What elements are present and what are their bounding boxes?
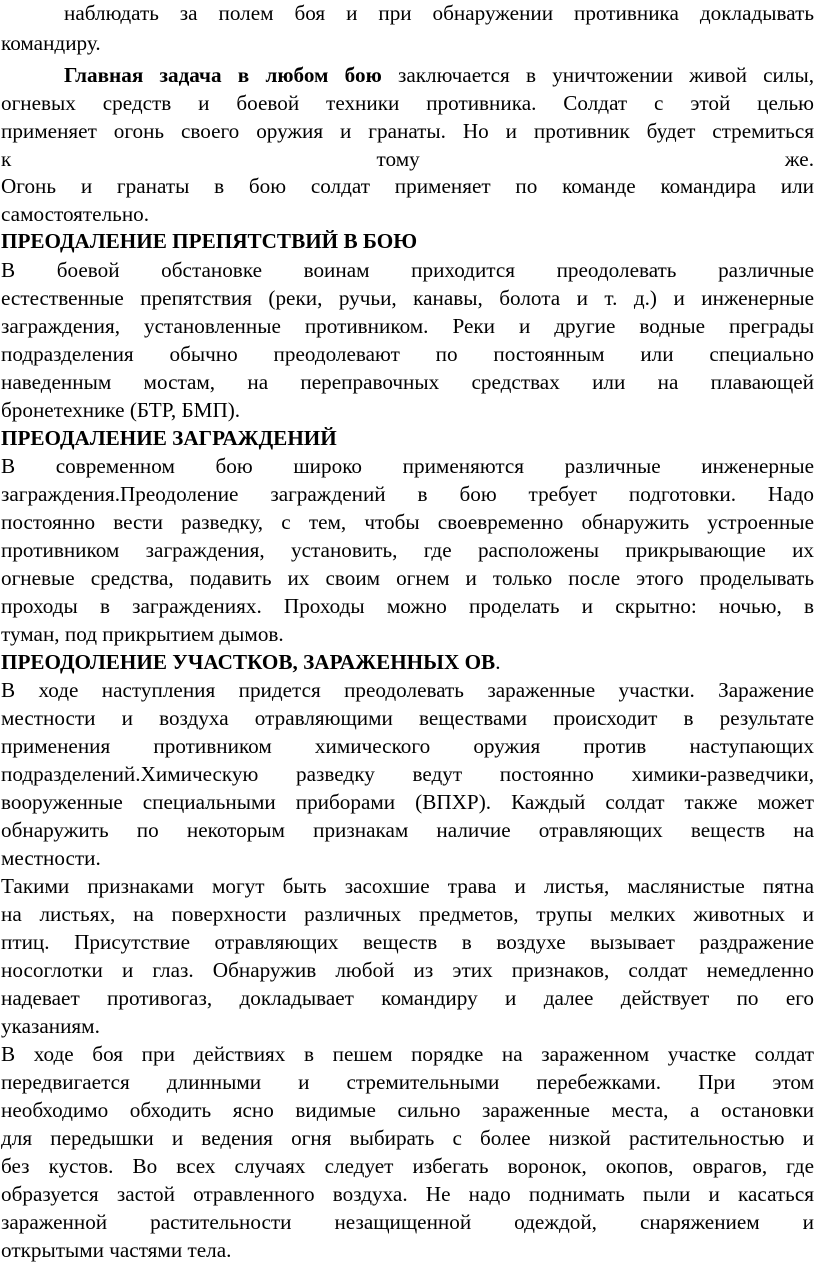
text-line: В боевой обстановке воинам приходится преодолевать различные bbox=[1, 258, 814, 282]
text-line: без кустов. Во всех случаях следует избегать воронок, окопов, оврагов, где bbox=[1, 1154, 814, 1178]
text-line: Такими признаками могут быть засохшие трава и листья, маслянистые пятна bbox=[1, 874, 814, 898]
heading-period: . bbox=[495, 650, 501, 674]
text-line: вооруженные специальными приборами (ВПХР). Каждый солдат также может bbox=[1, 790, 814, 814]
section-heading: ПРЕОДАЛЕНИЕ ПРЕПЯТСТВИЙ В БОЮ bbox=[1, 229, 418, 253]
text-line: к тому же. bbox=[1, 147, 814, 171]
section-heading bbox=[1, 647, 814, 677]
text-line: наведенным мостам, на переправочных средствах или на плавающей bbox=[1, 370, 814, 394]
text-line: естественные препятствия (реки, ручьи, канавы, болота и т. д.) и инженерные bbox=[1, 286, 814, 310]
text-line: применения противником химического оружия против наступающих bbox=[1, 734, 814, 758]
text-line: противником заграждения, установить, где расположены прикрывающие их bbox=[1, 538, 814, 562]
text-line: бронетехнике (БТР, БМП). bbox=[1, 398, 241, 422]
text-line: туман, под прикрытием дымов. bbox=[1, 622, 284, 646]
text-line: птиц. Присутствие отравляющих веществ в воздухе вызывает раздражение bbox=[1, 930, 814, 954]
text-line: образуется застой отравленного воздуха. Не надо поднимать пыли и касаться bbox=[1, 1182, 814, 1206]
text-line bbox=[64, 60, 814, 90]
text-fragment: заключается в уничтожении живой силы, bbox=[381, 63, 814, 87]
text-line: огневых средств и боевой техники противника. Солдат с этой целью bbox=[1, 91, 814, 115]
text-line: применяет огонь своего оружия и гранаты. Но и противник будет стремиться bbox=[1, 119, 814, 143]
text-line: указаниям. bbox=[1, 1014, 100, 1038]
text-line: местности и воздуха отравляющими веществами происходит в результате bbox=[1, 706, 814, 730]
text-line: передвигается длинными и стремительными перебежками. При этом bbox=[1, 1070, 814, 1094]
text-line: наблюдать за полем боя и при обнаружении противника докладывать bbox=[64, 1, 814, 25]
text-line: самостоятельно. bbox=[1, 202, 150, 226]
text-line: зараженной растительности незащищенной одеждой, снаряжением и bbox=[1, 1210, 814, 1234]
text-line: проходы в заграждениях. Проходы можно проделать и скрытно: ночью, в bbox=[1, 594, 814, 618]
text-line: заграждения, установленные противником. Реки и другие водные преграды bbox=[1, 314, 814, 338]
text-line: местности. bbox=[1, 846, 101, 870]
text-line: В современном бою широко применяются различные инженерные bbox=[1, 454, 814, 478]
text-line: В ходе наступления придется преодолевать зараженные участки. Заражение bbox=[1, 678, 814, 702]
text-line: Огонь и гранаты в бою солдат применяет по команде командира или bbox=[1, 174, 814, 198]
text-line: заграждения.Преодоление заграждений в бою требует подготовки. Надо bbox=[1, 482, 814, 506]
text-line: постоянно вести разведку, с тем, чтобы своевременно обнаружить устроенные bbox=[1, 510, 814, 534]
text-line: командиру. bbox=[1, 31, 101, 55]
section-heading-text: ПРЕОДОЛЕНИЕ УЧАСТКОВ, ЗАРАЖЕННЫХ ОВ bbox=[1, 650, 496, 674]
bold-lead-phrase: Главная задача в любом бою bbox=[64, 63, 382, 87]
text-line: подразделений.Химическую разведку ведут постоянно химики-разведчики, bbox=[1, 762, 814, 786]
text-line: надевает противогаз, докладывает командиру и далее действует по его bbox=[1, 986, 814, 1010]
text-line: носоглотки и глаз. Обнаружив любой из этих признаков, солдат немедленно bbox=[1, 958, 814, 982]
text-line: открытыми частями тела. bbox=[1, 1238, 232, 1262]
text-line: подразделения обычно преодолевают по постоянным или специально bbox=[1, 342, 814, 366]
text-line: для передышки и ведения огня выбирать с более низкой растительностью и bbox=[1, 1126, 814, 1150]
text-line: на листьях, на поверхности различных предметов, трупы мелких животных и bbox=[1, 902, 814, 926]
text-line: огневые средства, подавить их своим огнем и только после этого проделывать bbox=[1, 566, 814, 590]
text-line: необходимо обходить ясно видимые сильно зараженные места, а остановки bbox=[1, 1098, 814, 1122]
text-line: В ходе боя при действиях в пешем порядке на зараженном участке солдат bbox=[1, 1042, 814, 1066]
text-line: обнаружить по некоторым признакам наличие отравляющих веществ на bbox=[1, 818, 814, 842]
section-heading: ПРЕОДАЛЕНИЕ ЗАГРАЖДЕНИЙ bbox=[1, 426, 337, 450]
